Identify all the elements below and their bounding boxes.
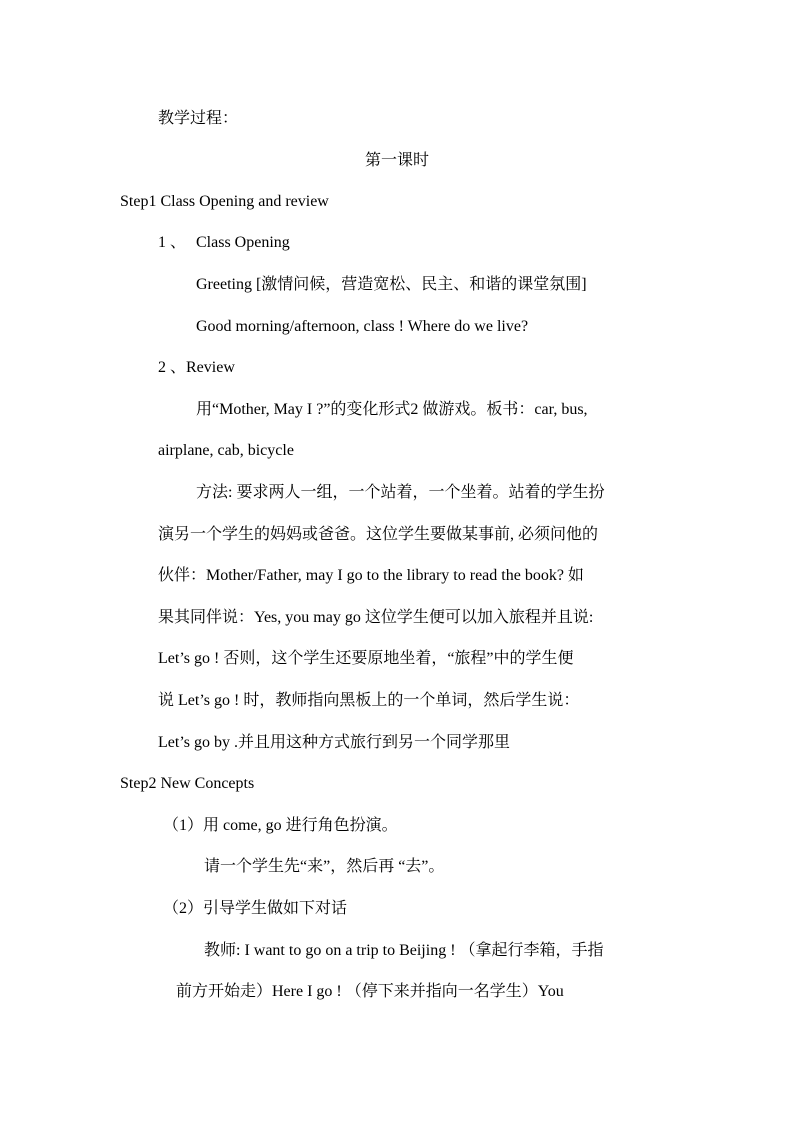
concept-2: （2）引导学生做如下对话 <box>163 900 348 917</box>
method-line-1: 方法: 要求两人一组，一个站着，一个坐着。站着的学生扮 <box>196 484 605 501</box>
dialogue-line-2: 前方开始走）Here I go ! （停下来并指向一名学生）You <box>176 983 564 1000</box>
step1-title: Step1 Class Opening and review <box>120 193 329 210</box>
teaching-process-heading: 教学过程： <box>158 110 239 127</box>
item1-title: Class Opening <box>196 234 290 251</box>
greeting-line: Greeting [激情问候，营造宽松、民主、和谐的课堂氛围] <box>196 276 587 293</box>
lesson-heading: 第一课时 <box>364 152 429 169</box>
review-line-2: airplane, cab, bicycle <box>158 442 294 459</box>
step2-title: Step2 New Concepts <box>120 775 255 792</box>
method-line-2: 演另一个学生的妈妈或爸爸。这位学生要做某事前, 必须问他的 <box>158 526 599 543</box>
item1-number: 1 、 <box>158 234 187 251</box>
item2-title: 2 、Review <box>158 359 235 376</box>
concept-1: （1）用 come, go 进行角色扮演。 <box>163 817 398 834</box>
concept-1-detail: 请一个学生先“来”，然后再 “去”。 <box>204 858 445 875</box>
review-line-1: 用“Mother, May I ?”的变化形式2 做游戏。板书：car, bus, <box>196 401 588 418</box>
method-line-3: 伙伴：Mother/Father, may I go to the library to read the book? 如 <box>158 567 584 584</box>
dialogue-line-1: 教师: I want to go on a trip to Beijing ! （拿起行李箱，手指 <box>204 942 604 959</box>
greeting-example: Good morning/afternoon, class ! Where do we live? <box>196 318 529 335</box>
method-line-4: 果其同伴说：Yes, you may go 这位学生便可以加入旅程并且说: <box>158 609 594 626</box>
method-line-6: 说 Let’s go ! 时，教师指向黑板上的一个单词，然后学生说： <box>158 692 580 709</box>
method-line-7: Let’s go by .并且用这种方式旅行到另一个同学那里 <box>158 734 510 751</box>
method-line-5: Let’s go ! 否则，这个学生还要原地坐着，“旅程”中的学生便 <box>158 650 574 667</box>
